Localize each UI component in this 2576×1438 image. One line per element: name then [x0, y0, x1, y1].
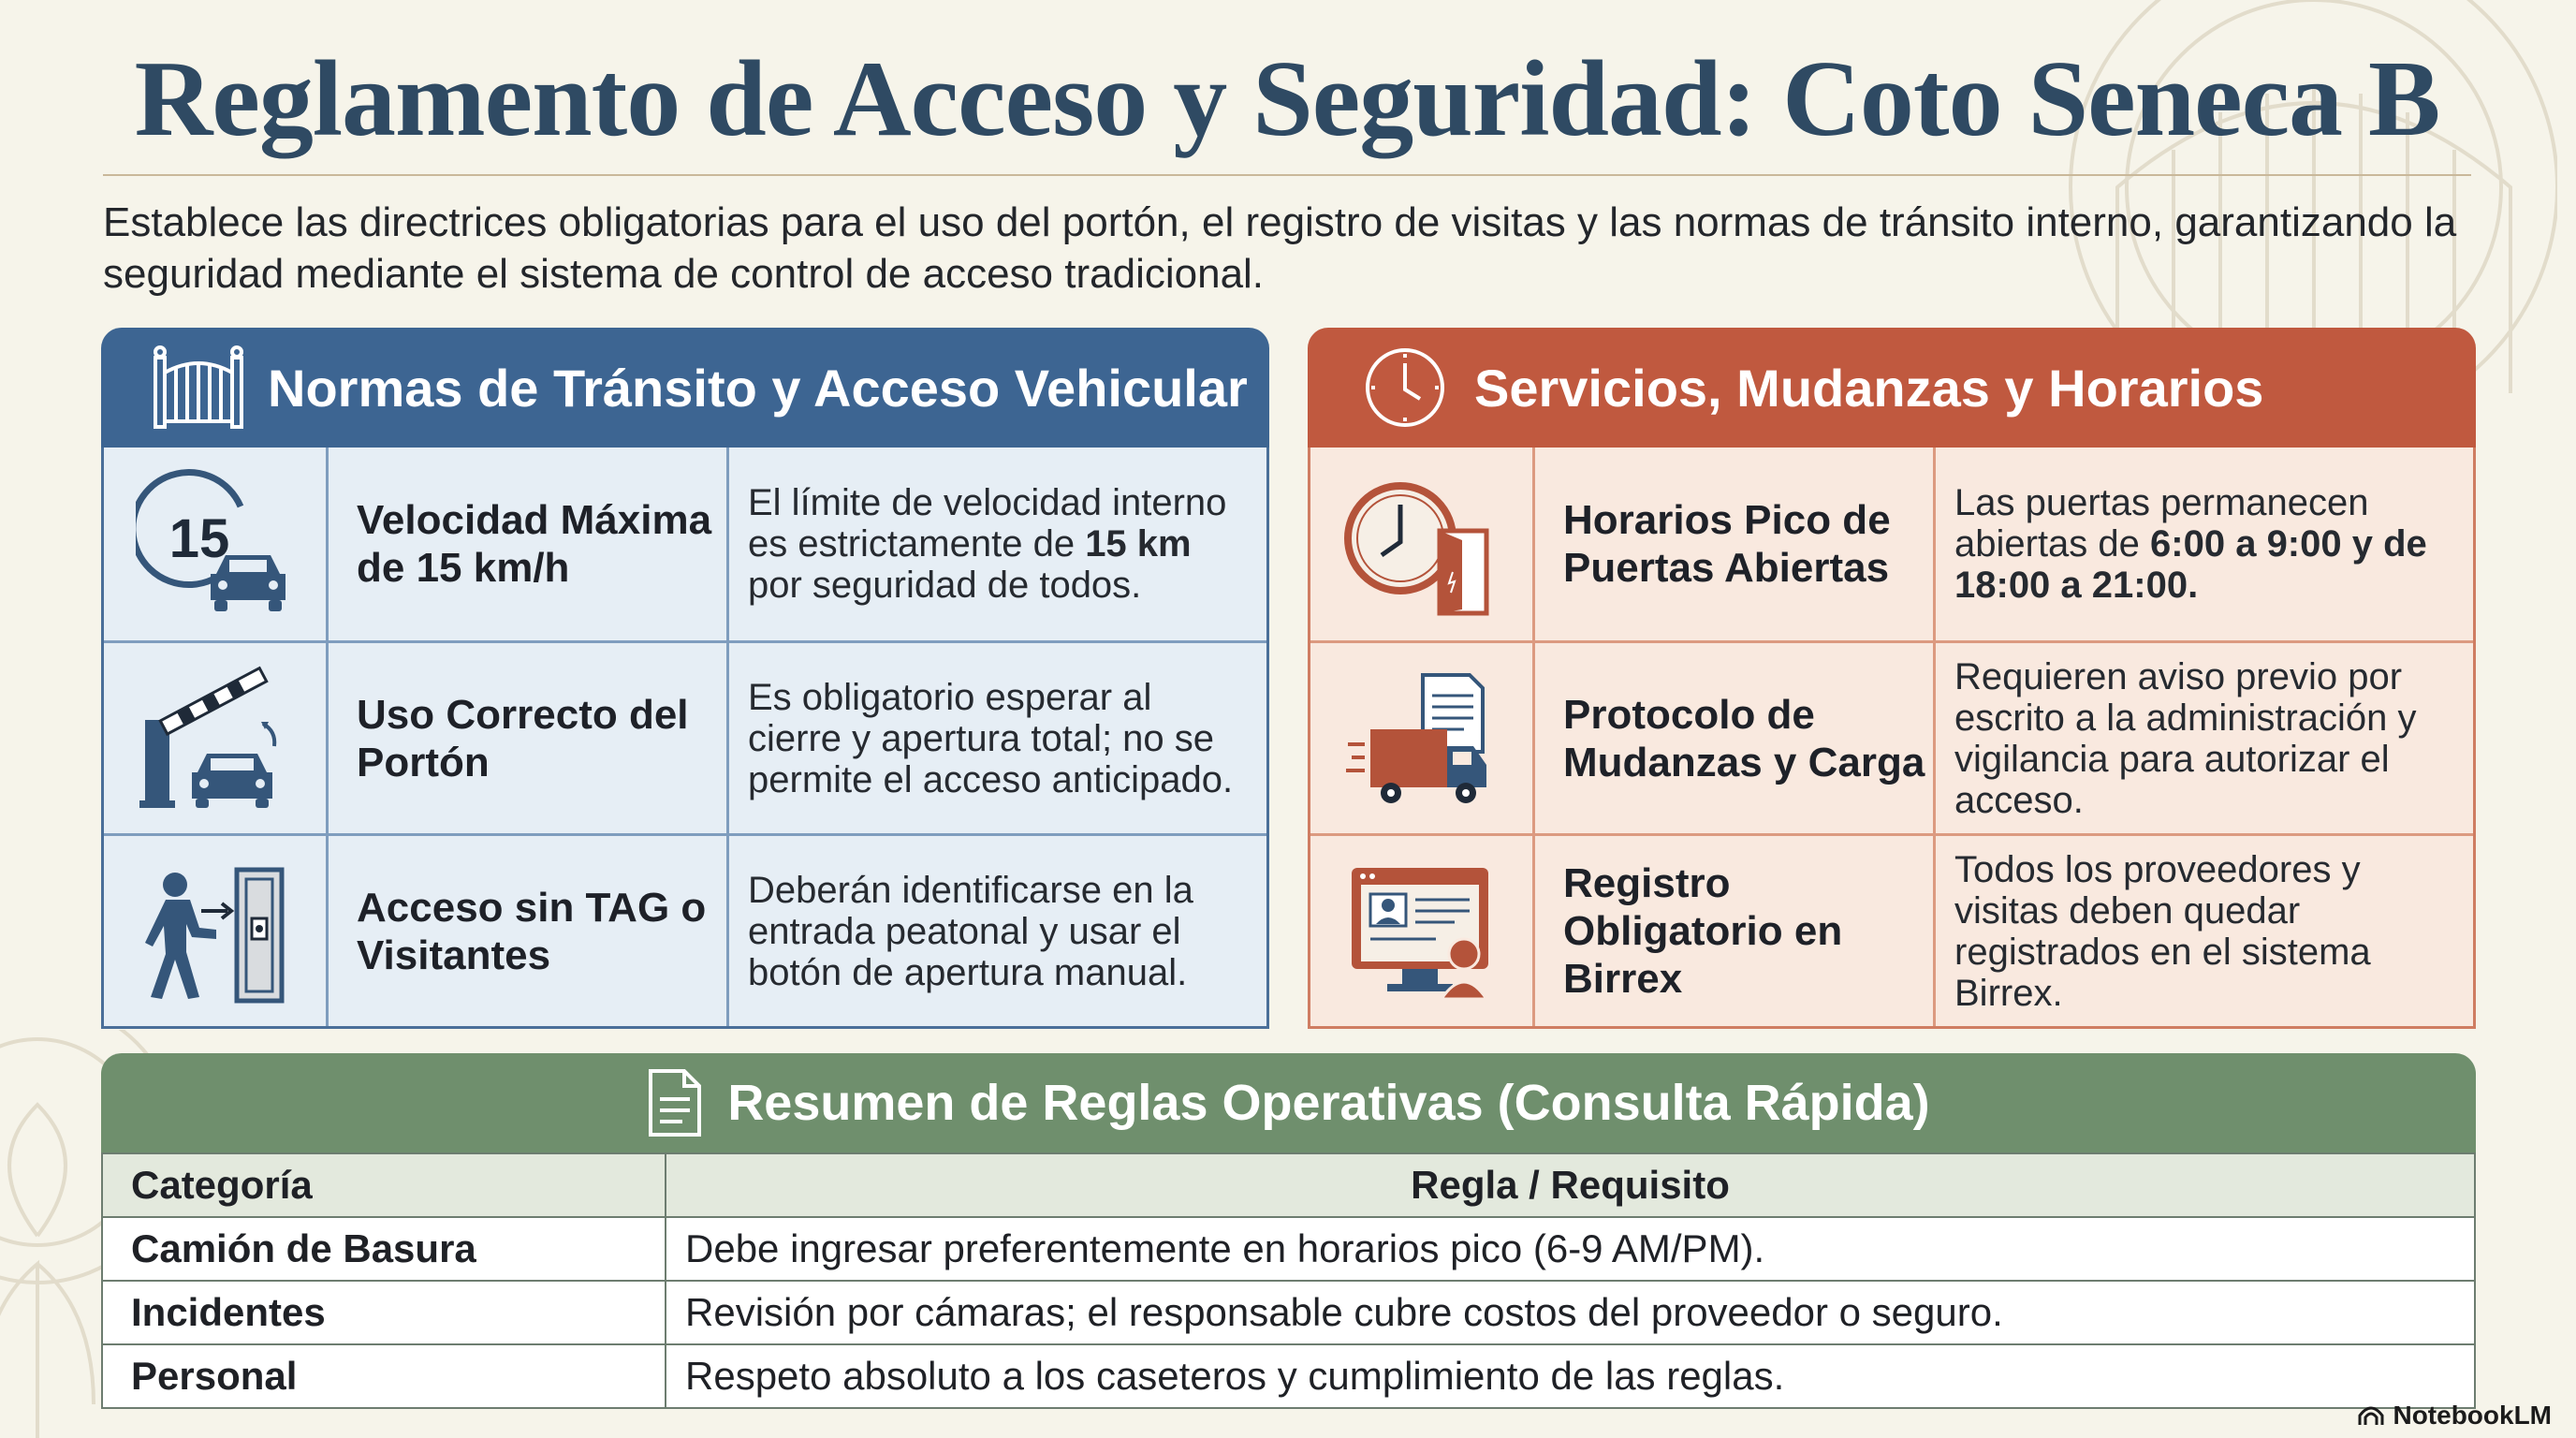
table-row [102, 1281, 2475, 1344]
rule-description: Las puertas permanecen abiertas de 6:00 a 9:00 y de 18:00 a 21:00. [1954, 482, 2427, 606]
rule-row [1310, 448, 2473, 640]
column-header-rule: Regla / Requisito [666, 1153, 2475, 1217]
column-header-category: Categoría [102, 1153, 666, 1217]
summary-table [101, 1152, 2476, 1409]
rule-row [1310, 833, 2473, 1026]
notebooklm-brand [2357, 1401, 2552, 1431]
clock-door-icon [1310, 448, 1535, 640]
notebooklm-logo-icon [2357, 1404, 2385, 1427]
rule-row [1310, 640, 2473, 833]
rule-description: El límite de velocidad interno es estrictamente de 15 km por seguridad de todos. [748, 482, 1227, 606]
pedestrian-door-icon [104, 836, 329, 1026]
transit-rules-panel [101, 328, 1269, 1025]
clock-icon [1356, 343, 1454, 433]
speed-limit-icon [104, 448, 329, 640]
rule-description: Requieren aviso previo por escrito a la administración y vigilancia para autorizar el acceso. [1954, 655, 2417, 821]
rule-row [104, 833, 1266, 1026]
rule-description: Es obligatorio esperar al cierre y apertura total; no se permite el acceso anticipado. [748, 676, 1234, 800]
intro-text: Establece las directrices obligatorias para el uso del portón, el registro de visitas y las normas de tránsito interno, garantizando la seguridad mediante el sistema de control de acceso tradicional. [103, 199, 2457, 297]
speed-limit-number: 15 [168, 508, 229, 569]
summary-title: Resumen de Reglas Operativas (Consulta Rápida) [727, 1075, 1930, 1131]
rule-description: Todos los proveedores y visitas deben quedar registrados en el sistema Birrex. [1954, 848, 2371, 1014]
rule-description: Deberán identificarse en la entrada peatonal y usar el botón de apertura manual. [748, 869, 1193, 993]
rule-cell: Revisión por cámaras; el responsable cubre costos del proveedor o seguro. [666, 1281, 2475, 1344]
transit-rules-title: Normas de Tránsito y Acceso Vehicular [268, 358, 1248, 418]
title-divider [103, 174, 2471, 176]
rule-cell: Respeto absoluto a los caseteros y cumplimiento de las reglas. [666, 1344, 2475, 1408]
gate-icon [150, 343, 247, 433]
registry-monitor-icon [1310, 836, 1535, 1026]
rule-row [104, 448, 1266, 640]
rule-title: Velocidad Máxima de 15 km/h [329, 448, 729, 640]
category-cell: Camión de Basura [102, 1217, 666, 1281]
moving-truck-icon [1310, 643, 1535, 833]
summary-header [101, 1053, 2476, 1152]
rule-row [104, 640, 1266, 833]
rule-title: Horarios Pico de Puertas Abiertas [1535, 448, 1936, 640]
page-title: Reglamento de Acceso y Seguridad: Coto Seneca B [134, 39, 2440, 159]
services-header [1308, 328, 2476, 448]
category-cell: Incidentes [102, 1281, 666, 1344]
services-title: Servicios, Mudanzas y Horarios [1474, 358, 2264, 418]
rule-title: Registro Obligatorio en Birrex [1535, 836, 1936, 1026]
table-row [102, 1217, 2475, 1281]
summary-table-section [101, 1053, 2476, 1409]
transit-rules-header [101, 328, 1269, 448]
table-header-row [102, 1153, 2475, 1217]
brand-label: NotebookLM [2393, 1401, 2552, 1430]
table-row [102, 1344, 2475, 1408]
services-panel [1308, 328, 2476, 1025]
rule-title: Uso Correcto del Portón [329, 643, 729, 833]
rule-title: Protocolo de Mudanzas y Carga [1535, 643, 1936, 833]
barrier-gate-icon [104, 643, 329, 833]
rule-cell: Debe ingresar preferentemente en horarios pico (6-9 AM/PM). [666, 1217, 2475, 1281]
category-cell: Personal [102, 1344, 666, 1408]
rule-title: Acceso sin TAG o Visitantes [329, 836, 729, 1026]
document-icon [647, 1067, 703, 1138]
